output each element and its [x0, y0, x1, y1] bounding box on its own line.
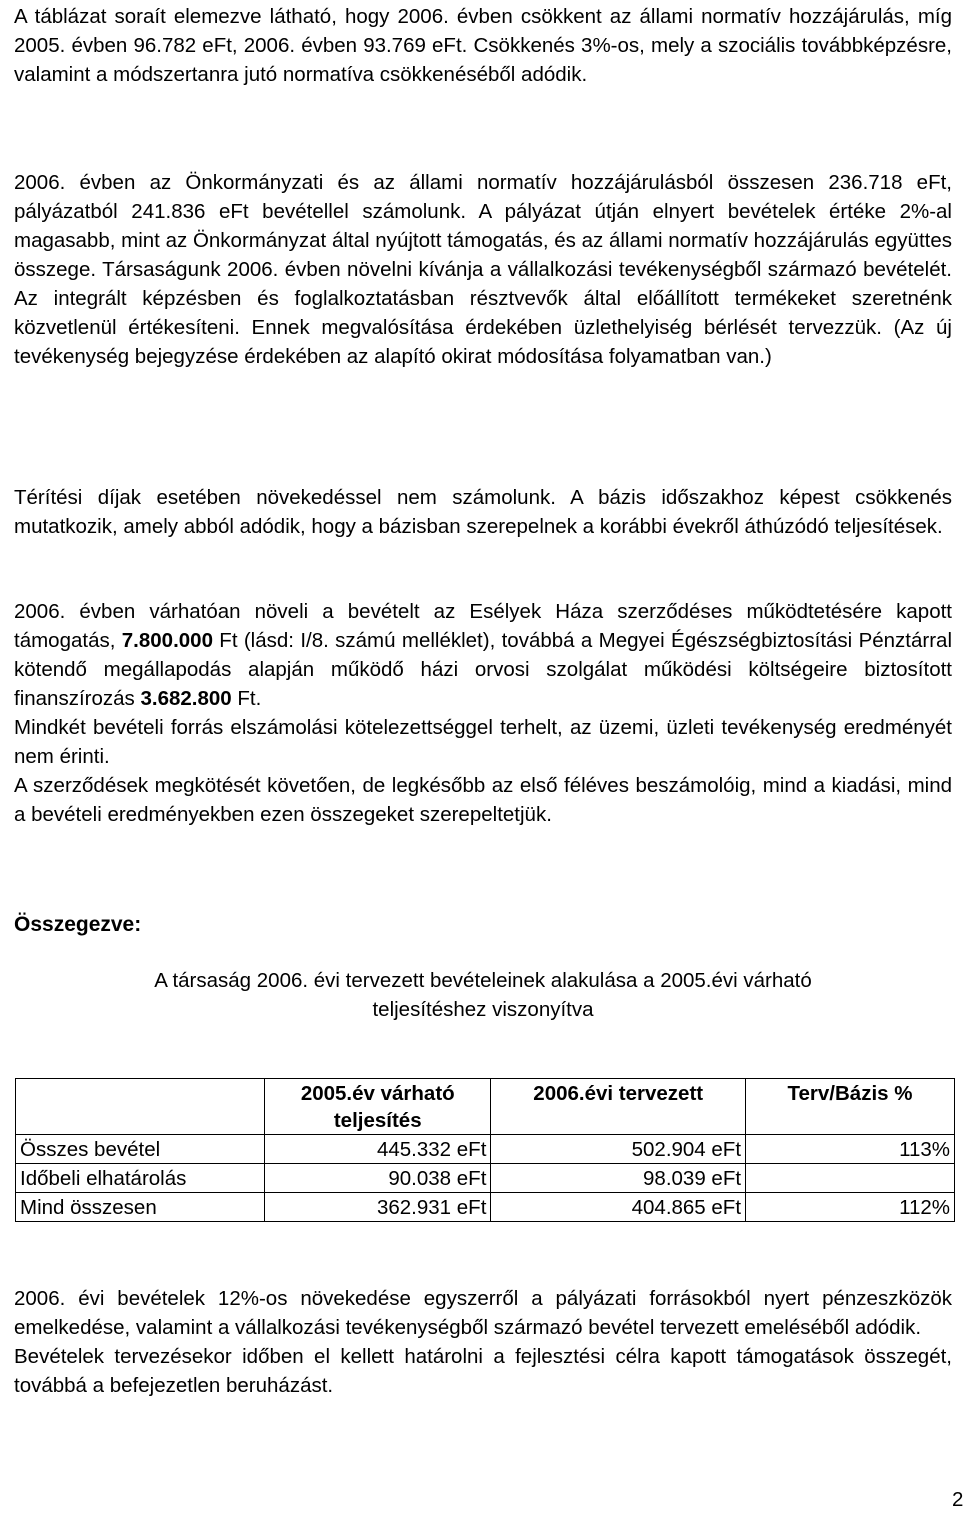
- table-caption: [14, 966, 952, 1024]
- table-header-cell: Terv/Bázis %: [746, 1079, 955, 1135]
- paragraph-contracts: [14, 597, 952, 829]
- table-cell: 90.038 eFt: [265, 1164, 491, 1193]
- table-cell: [746, 1164, 955, 1193]
- table-cell-label: Mind összesen: [16, 1193, 265, 1222]
- table-header-cell: [16, 1079, 265, 1135]
- paragraph-conclusion-sentence1: 2006. évi bevételek 12%-os növekedése egyszerről a pályázati forrásokból nyert pénzeszközök emelkedése, valamint a vállalkozási tevékenységből származó bevétel tervezett emeléséből adódik.: [14, 1287, 952, 1339]
- paragraph-contracts-main: 2006. évben várhatóan növeli a bevételt az Esélyek Háza szerződéses működtetésére kapott támogatás, 7.800.000 Ft (lásd: I/8. számú melléklet), továbbá a Megyei Égészségbiztosítási Pénztárral kötendő megállapodás alapján működő házi orvosi szolgálat működési költségeire biztosított finanszírozás 3.682.800 Ft.: [14, 600, 952, 710]
- page-number: 2: [952, 1488, 963, 1511]
- paragraph-normative-decrease: A táblázat soraít elemezve látható, hogy 2006. évben csökkent az állami normatív hozzájárulás, míg 2005. évben 96.782 eFt, 2006. évben 93.769 eFt. Csökkenés 3%-os, mely a szociális továbbképzésre, valamint a módszertanra jutó normatíva csökkenéséből adódik.: [14, 5, 952, 86]
- paragraph-fees: Térítési díjak esetében növekedéssel nem számolunk. A bázis időszakhoz képest csökkenés mutatkozik, amely abból adódik, hogy a bázisban szerepelnek a korábbi évekről áthúzódó teljesítések.: [14, 486, 952, 538]
- paragraph-income-sources: 2006. évben az Önkormányzati és az állami normatív hozzájárulásból összesen 236.718 eFt, pályázatból 241.836 eFt bevétellel számolunk. A pályázat útján elnyert bevételek értéke 2%-al magasabb, mint az Önkormányzat által nyújtott támogatás, és az állami normatív hozzájárulás együttes összege. Társaságunk 2006. évben növelni kívánja a vállalkozási tevékenységből származó bevételét. Az integrált képzésben és foglalkoztatásban résztvevők által előállított termékeket szeretnénk közvetlenül értékesíteni. Ennek megvalósítása érdekében üzlethelyiség bérlését tervezzük. (Az új tevékenység bejegyzése érdekében az alapító okirat módosítása folyamatban van.): [14, 171, 952, 368]
- table-header-cell: 2005.év várható teljesítés: [265, 1079, 491, 1135]
- summary-heading: Összegezve:: [14, 913, 142, 936]
- table-header-row: [16, 1079, 955, 1135]
- table-caption-line2: teljesítéshez viszonyítva: [372, 998, 594, 1021]
- paragraph-contracts-sentence3: A szerződések megkötését követően, de legkésőbb az első féléves beszámolóig, mind a kiadási, mind a bevételi eredményekben ezen összegeket szerepeltetjük.: [14, 774, 952, 826]
- table-cell: 112%: [746, 1193, 955, 1222]
- table-row: [16, 1164, 955, 1193]
- amount-haziorvosi: 3.682.800: [140, 687, 232, 710]
- table-caption-line1: A társaság 2006. évi tervezett bevételeinek alakulása a 2005.évi várható: [154, 969, 812, 992]
- paragraph-conclusion: [14, 1284, 952, 1400]
- paragraph-contracts-sentence2: Mindkét bevételi forrás elszámolási kötelezettséggel terhelt, az üzemi, üzleti tevékenység eredményét nem érinti.: [14, 716, 952, 768]
- table-row: [16, 1135, 955, 1164]
- amount-esely-haza: 7.800.000: [121, 629, 213, 652]
- paragraph-conclusion-sentence2: Bevételek tervezésekor időben el kellett határolni a fejlesztési célra kapott támogatások összegét, továbbá a befejezetlen beruházást.: [14, 1345, 952, 1397]
- table-cell-label: Összes bevétel: [16, 1135, 265, 1164]
- table-cell: 362.931 eFt: [265, 1193, 491, 1222]
- table-cell-label: Időbeli elhatárolás: [16, 1164, 265, 1193]
- table-cell: 404.865 eFt: [491, 1193, 746, 1222]
- table-cell: 113%: [746, 1135, 955, 1164]
- table-header-cell: 2006.évi tervezett: [491, 1079, 746, 1135]
- table-row: [16, 1193, 955, 1222]
- table-cell: 98.039 eFt: [491, 1164, 746, 1193]
- table-cell: 445.332 eFt: [265, 1135, 491, 1164]
- table-cell: 502.904 eFt: [491, 1135, 746, 1164]
- revenue-table: [15, 1078, 955, 1222]
